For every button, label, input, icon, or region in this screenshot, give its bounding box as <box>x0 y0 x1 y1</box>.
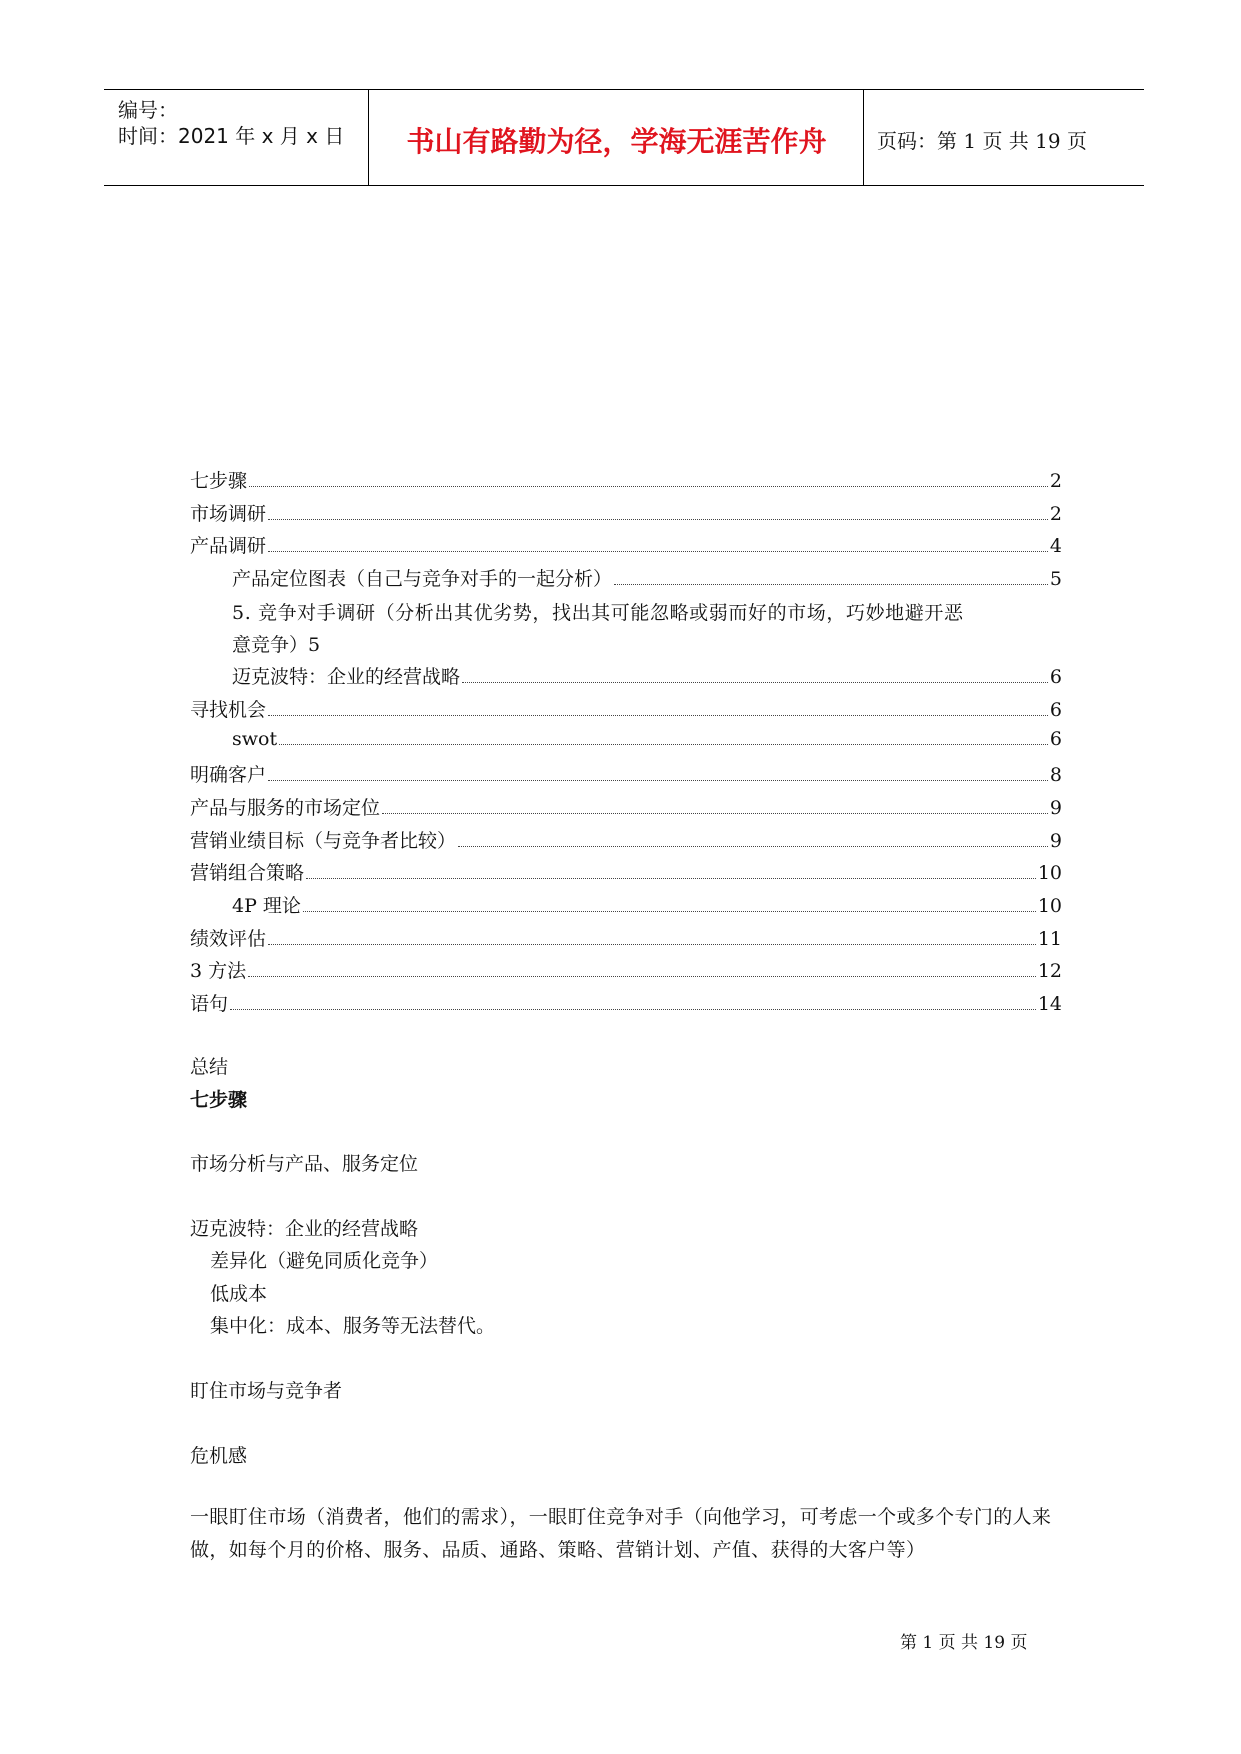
toc-entry[interactable] <box>190 989 1062 1022</box>
toc-entry-page: 6 <box>1049 698 1062 721</box>
toc-leader-dots <box>248 975 1036 977</box>
toc-entry[interactable] <box>190 858 1062 891</box>
toc-leader-dots <box>268 779 1048 781</box>
body-text: 危机感 <box>190 1445 248 1467</box>
toc-entry-page: 9 <box>1049 829 1062 852</box>
toc-entry[interactable] <box>190 564 1062 597</box>
toc-leader-dots <box>268 943 1036 945</box>
toc-entry-title: 七步骤 <box>190 470 248 492</box>
header-motto: 书山有路勤为径，学海无涯苦作舟 <box>406 125 827 158</box>
toc-entry-title: swot <box>232 727 278 750</box>
toc-entry-page: 8 <box>1049 764 1062 787</box>
toc-entry-title: 产品定位图表（自己与竞争对手的一起分析） <box>232 568 613 591</box>
toc-entry[interactable] <box>190 531 1062 564</box>
toc-entry-title: 营销组合策略 <box>190 862 305 885</box>
toc-leader-dots <box>382 812 1048 814</box>
toc-leader-dots <box>279 743 1048 745</box>
toc-leader-dots <box>268 550 1048 552</box>
toc-entry-page: 11 <box>1037 927 1062 950</box>
toc-entry-page: 14 <box>1037 993 1062 1016</box>
body-text: 盯住市场与竞争者 <box>190 1380 343 1402</box>
header-left-cell <box>104 90 369 185</box>
page-header <box>104 89 1144 186</box>
toc-entry-page: 10 <box>1037 862 1062 885</box>
toc-entry-page: 12 <box>1037 960 1062 983</box>
toc-entry-title: 4P 理论 <box>232 894 301 917</box>
toc-entry-page: 6 <box>1049 727 1062 750</box>
document-number-label: 编号： <box>118 98 178 122</box>
toc-entry-page: 6 <box>1049 666 1062 689</box>
toc-entry[interactable] <box>190 956 1062 989</box>
toc-entry-page: 5 <box>308 634 321 657</box>
toc-entry-page: 5 <box>1049 568 1062 591</box>
strategy-item: 低成本 <box>210 1283 268 1305</box>
page-footer: 第 1 页 共 19 页 <box>900 1633 1028 1653</box>
toc-entry-page: 2 <box>1049 470 1062 492</box>
toc-entry-page: 2 <box>1049 502 1062 525</box>
strategy-item: 差异化（避免同质化竞争） <box>210 1250 439 1272</box>
toc-entry-title: 营销业绩目标（与竞争者比较） <box>190 829 457 852</box>
table-of-contents <box>190 466 1062 1022</box>
toc-leader-dots <box>462 681 1048 683</box>
toc-entry[interactable] <box>190 695 1062 728</box>
toc-entry[interactable] <box>190 728 1062 761</box>
toc-entry-page: 9 <box>1049 796 1062 819</box>
document-time-label: 时间：2021 年 x 月 x 日 <box>118 124 345 148</box>
toc-entry-title: 迈克波特：企业的经营战略 <box>232 666 461 689</box>
summary-label: 总结 <box>190 1056 229 1078</box>
toc-entry[interactable] <box>190 924 1062 957</box>
toc-entry[interactable] <box>190 760 1062 793</box>
toc-entry-title: 3 方法 <box>190 960 247 983</box>
toc-leader-dots <box>249 485 1048 487</box>
toc-entry[interactable] <box>190 793 1062 826</box>
body-text: 迈克波特：企业的经营战略 <box>190 1218 419 1240</box>
toc-entry-title: 产品调研 <box>190 535 267 558</box>
toc-entry-title: 产品与服务的市场定位 <box>190 796 381 819</box>
toc-entry-title: 绩效评估 <box>190 927 267 950</box>
toc-leader-dots <box>230 1008 1036 1010</box>
toc-leader-dots <box>268 518 1048 520</box>
toc-entry-title: 5. 竞争对手调研（分析出其优劣势，找出其可能忽略或弱而好的市场，巧妙地避开恶 <box>232 601 964 624</box>
body-paragraph: 一眼盯住市场（消费者，他们的需求），一眼盯住竞争对手（向他学习，可考虑一个或多个专门的人来做，如每个月的价格、服务、品质、通路、策略、营销计划、产值、获得的大客户等） <box>190 1506 1052 1561</box>
toc-entry[interactable] <box>190 597 1062 662</box>
toc-entry-title: 明确客户 <box>190 764 267 787</box>
toc-entry-title: 市场调研 <box>190 502 267 525</box>
body-text: 市场分析与产品、服务定位 <box>190 1153 419 1175</box>
toc-entry[interactable] <box>190 826 1062 859</box>
strategy-item: 集中化：成本、服务等无法替代。 <box>210 1315 496 1337</box>
toc-entry[interactable] <box>190 662 1062 695</box>
toc-entry[interactable] <box>190 891 1062 924</box>
toc-entry-page: 4 <box>1049 535 1062 558</box>
header-page-info: 页码：第 1 页 共 19 页 <box>877 129 1087 153</box>
header-middle-cell <box>370 90 864 185</box>
toc-leader-dots <box>306 877 1036 879</box>
toc-entry-title: 寻找机会 <box>190 698 267 721</box>
toc-leader-dots <box>268 714 1048 716</box>
toc-leader-dots <box>614 583 1048 585</box>
toc-entry[interactable] <box>190 466 1062 499</box>
header-right-cell <box>865 90 1144 185</box>
section-heading: 七步骤 <box>190 1089 248 1111</box>
toc-entry-title-continued: 意竞争） <box>232 634 309 657</box>
toc-entry-page: 10 <box>1037 894 1062 917</box>
toc-entry[interactable] <box>190 499 1062 532</box>
toc-leader-dots <box>303 910 1036 912</box>
toc-leader-dots <box>458 845 1048 847</box>
toc-entry-title: 语句 <box>190 993 229 1016</box>
